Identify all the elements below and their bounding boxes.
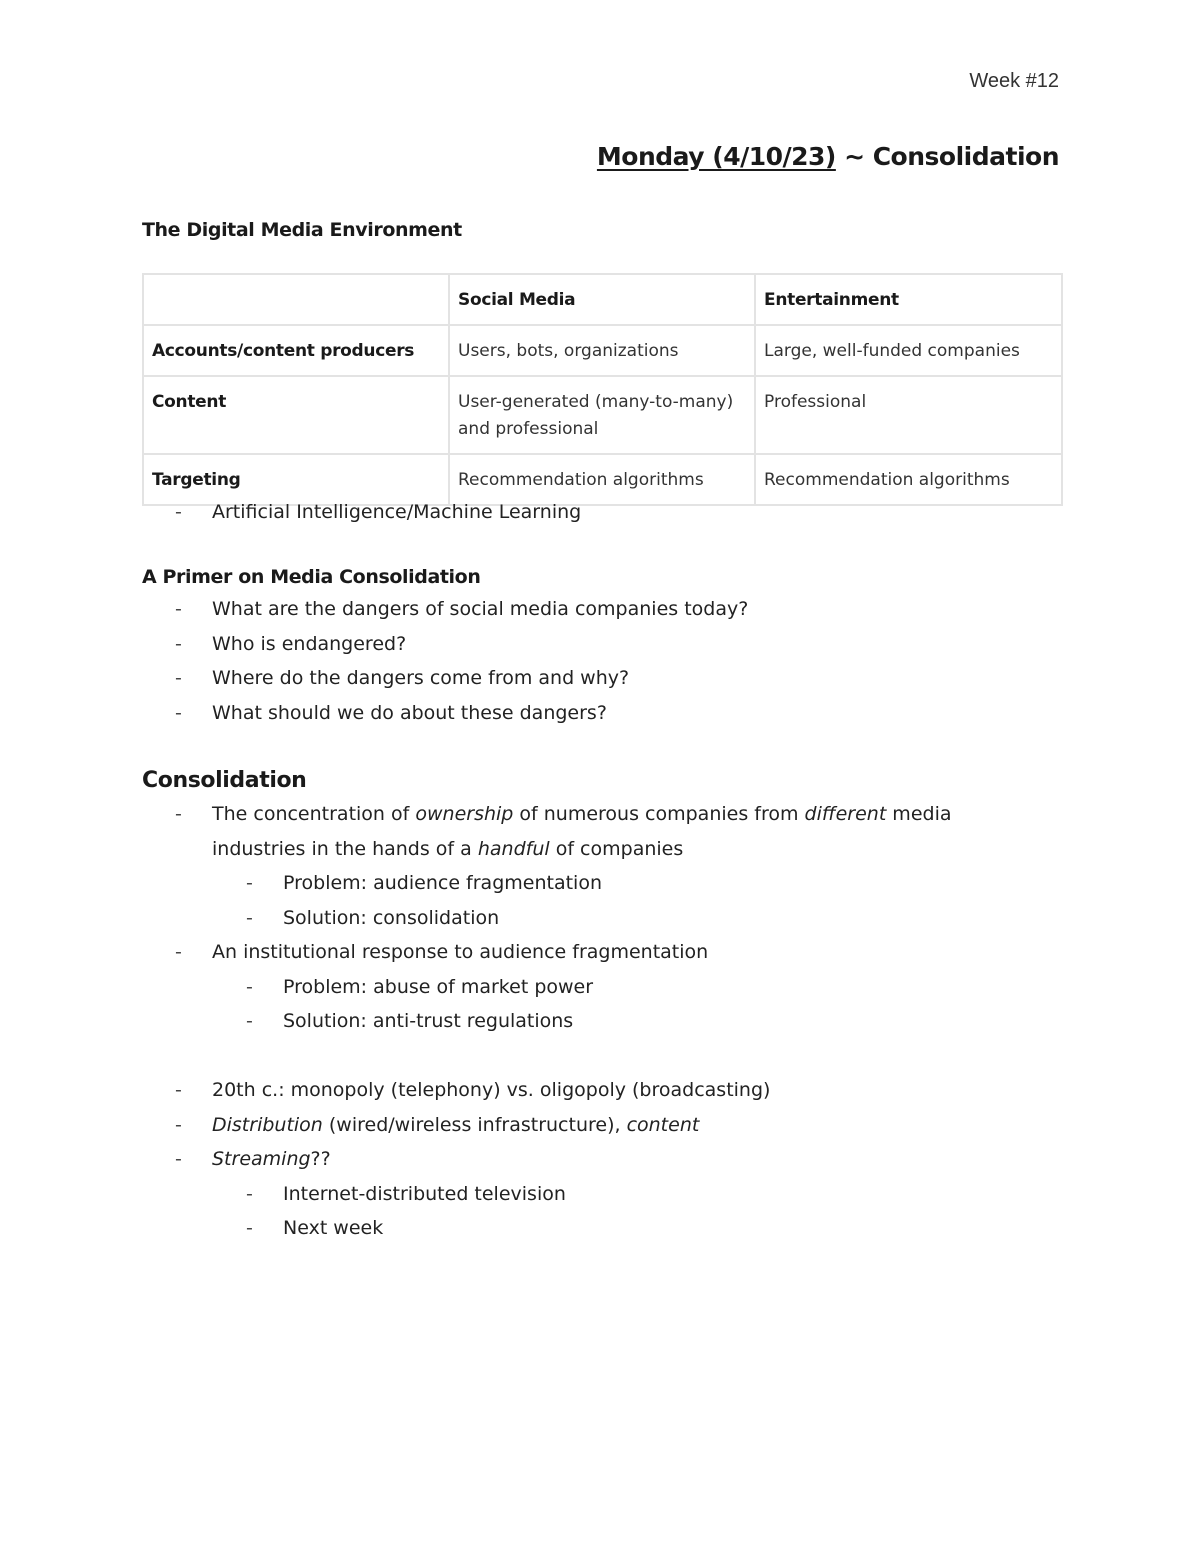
page-title: [597, 142, 1059, 171]
row-label: Targeting: [143, 454, 449, 505]
list-item: - An institutional response to audience fragmentation: [142, 935, 1062, 970]
table-header-cell: [143, 274, 449, 325]
section-heading-digital-media: The Digital Media Environment: [142, 219, 462, 241]
list-item: - Artificial Intelligence/Machine Learning: [142, 495, 1062, 530]
table-header-cell: Social Media: [449, 274, 755, 325]
title-topic: ~ Consolidation: [835, 142, 1059, 171]
table-row: [143, 325, 1062, 376]
table-cell: User-generated (many-to-many) and professional: [449, 376, 755, 454]
table-cell: Professional: [755, 376, 1062, 454]
row-label: Content: [143, 376, 449, 454]
table-row: [143, 376, 1062, 454]
table-notes-list: [142, 495, 1062, 530]
title-date: Monday (4/10/23): [596, 142, 836, 171]
list-item: - The concentration of ownership of numerous companies from different media: [142, 797, 1062, 832]
list-item: - Who is endangered?: [142, 627, 1062, 662]
list-item: - Where do the dangers come from and why?: [142, 661, 1062, 696]
table-cell: Recommendation algorithms: [449, 454, 755, 505]
row-label: Accounts/content producers: [143, 325, 449, 376]
section-heading-consolidation: Consolidation: [142, 768, 307, 793]
table-header-cell: Entertainment: [755, 274, 1062, 325]
sub-list-item: - Solution: consolidation: [142, 901, 1062, 936]
sub-list-item: - Solution: anti-trust regulations: [142, 1004, 1062, 1039]
sub-list-item: - Problem: audience fragmentation: [142, 866, 1062, 901]
table-header-row: [143, 274, 1062, 325]
list-item: - What should we do about these dangers?: [142, 696, 1062, 731]
media-comparison-table: [142, 273, 1063, 506]
sub-list-item: - Next week: [142, 1211, 1062, 1246]
table-cell: Users, bots, organizations: [449, 325, 755, 376]
section-heading-primer: A Primer on Media Consolidation: [142, 566, 481, 588]
blank-line: [142, 1039, 1062, 1074]
list-item: - Streaming??: [142, 1142, 1062, 1177]
list-item: - 20th c.: monopoly (telephony) vs. oligopoly (broadcasting): [142, 1073, 1062, 1108]
table-cell: Recommendation algorithms: [755, 454, 1062, 505]
week-label: Week #12: [969, 70, 1059, 92]
list-item-continuation: industries in the hands of a handful of companies: [212, 837, 684, 860]
primer-question-list: [142, 592, 1062, 730]
list-item: - What are the dangers of social media companies today?: [142, 592, 1062, 627]
list-item: - Distribution (wired/wireless infrastructure), content: [142, 1108, 1062, 1143]
sub-list-item: - Internet-distributed television: [142, 1177, 1062, 1212]
table-cell: Large, well-funded companies: [755, 325, 1062, 376]
sub-list-item: - Problem: abuse of market power: [142, 970, 1062, 1005]
consolidation-notes-list: [142, 797, 1062, 1246]
